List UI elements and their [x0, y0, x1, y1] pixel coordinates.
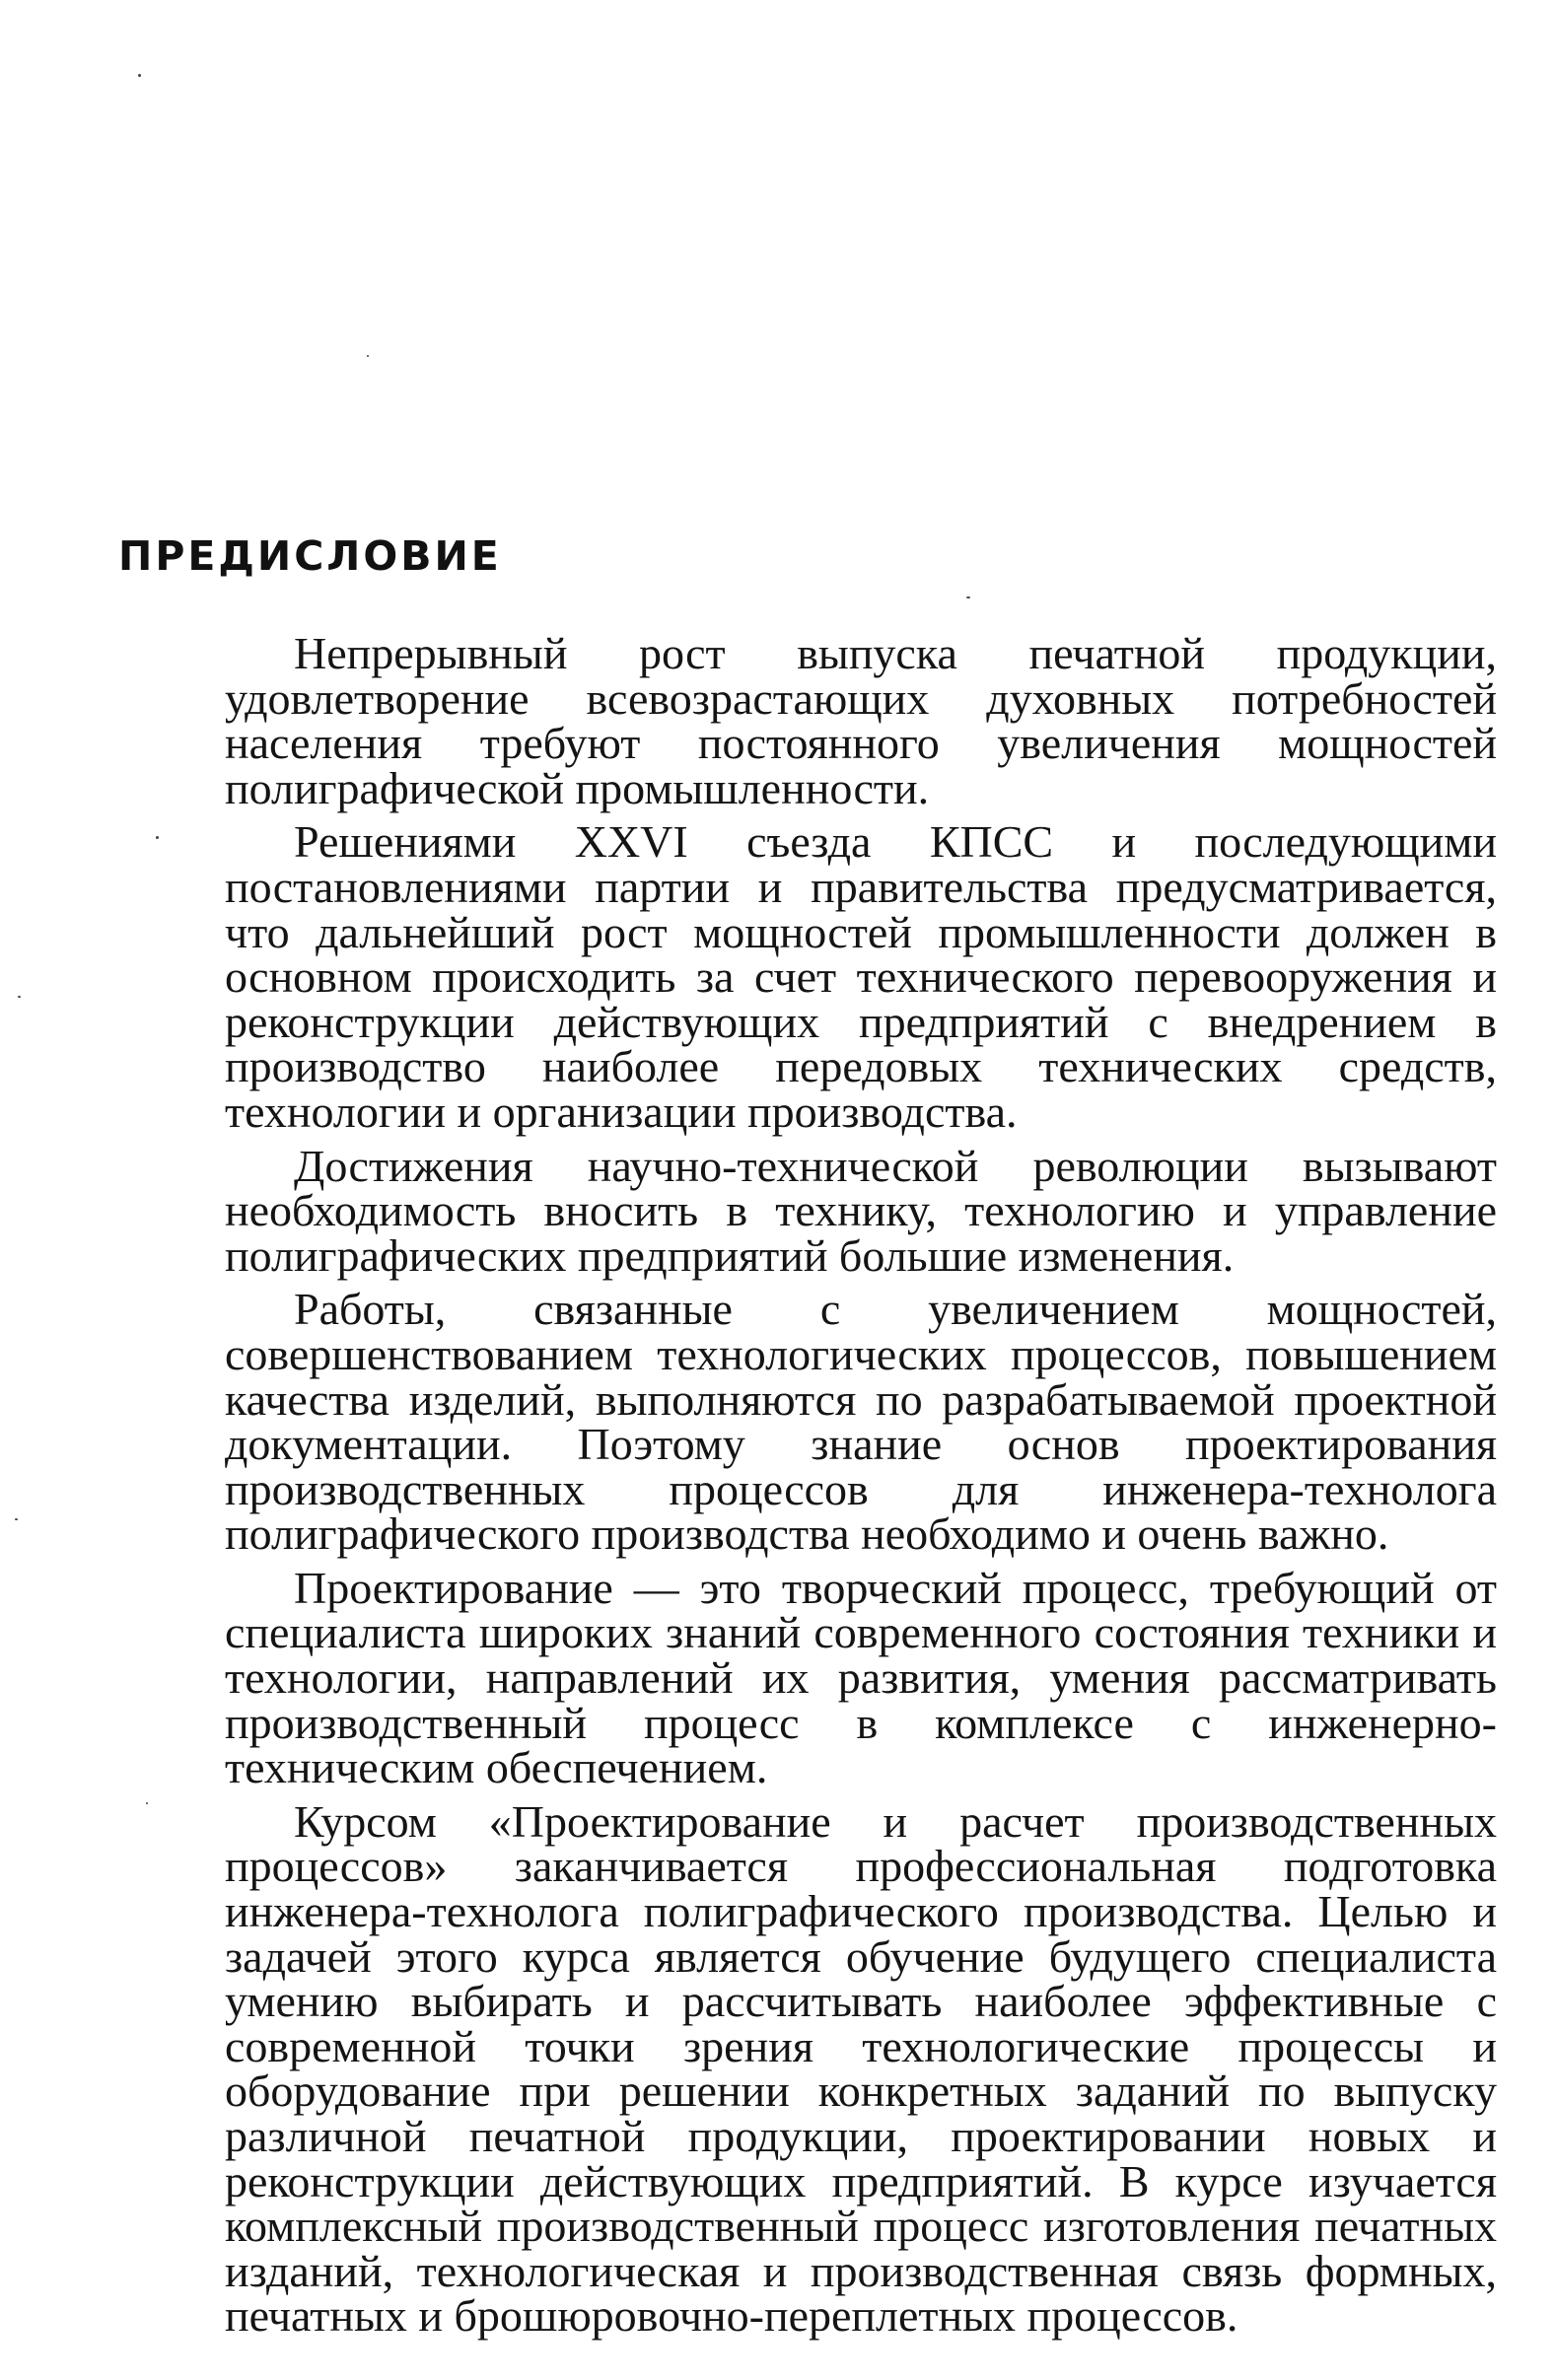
- paragraph-3: Достижения научно-технической революции вызывают необходимость вносить в технику, технологию и управление полиграфических предприятий большие изменения.: [225, 1140, 1497, 1281]
- scan-speck: [367, 355, 369, 357]
- paragraph-5: Проектирование — это творческий процесс, требующий от специалиста широких знаний современного состояния техники и технологии, направлений их развития, умения рассматривать производственный процесс в комплексе с инженерно-техническим обеспечением.: [225, 1562, 1497, 1793]
- scan-speck: [146, 1802, 148, 1804]
- scan-speck: [138, 74, 141, 77]
- scan-speck: [156, 836, 159, 839]
- preface-body: [225, 628, 1497, 2347]
- paragraph-4: Работы, связанные с увеличением мощностей, совершенствованием технологических процессов, повышением качества изделий, выполняются по разрабатываемой проектной документации. Поэтому знание основ проектирования производственных процессов для инженера-технолога полиграфического производства необходимо и очень важно.: [225, 1284, 1497, 1560]
- paragraph-1: Непрерывный рост выпуска печатной продукции, удовлетворение всевозрастающих духовных потребностей населения требуют постоянного увеличения мощностей полиграфической промышленности.: [225, 628, 1497, 813]
- scan-speck: [18, 996, 21, 998]
- scan-speck: [15, 1518, 18, 1520]
- scan-speck: [966, 596, 970, 598]
- paragraph-6: Курсом «Проектирование и расчет производственных процессов» заканчивается профессиональная подготовка инженера-технолога полиграфического производства. Целью и задачей этого курса является обучение будущего специалиста умению выбирать и рассчитывать наиболее эффективные с современной точки зрения технологические процессы и оборудование при решении конкретных заданий по выпуску различной печатной продукции, проектировании новых и реконструкции действующих предприятий. В курсе изучается комплексный производственный процесс изготовления печатных изданий, технологическая и производственная связь формных, печатных и брошюровочно-переплетных процессов.: [225, 1795, 1497, 2342]
- paragraph-2: Решениями XXVI съезда КПСС и последующими постановлениями партии и правительства предусматривается, что дальнейший рост мощностей промышленности должен в основном происходить за счет технического перевооружения и реконструкции действующих предприятий с внедрением в производство наиболее передовых технических средств, технологии и организации производства.: [225, 816, 1497, 1137]
- page-title: ПРЕДИСЛОВИЕ: [118, 532, 502, 580]
